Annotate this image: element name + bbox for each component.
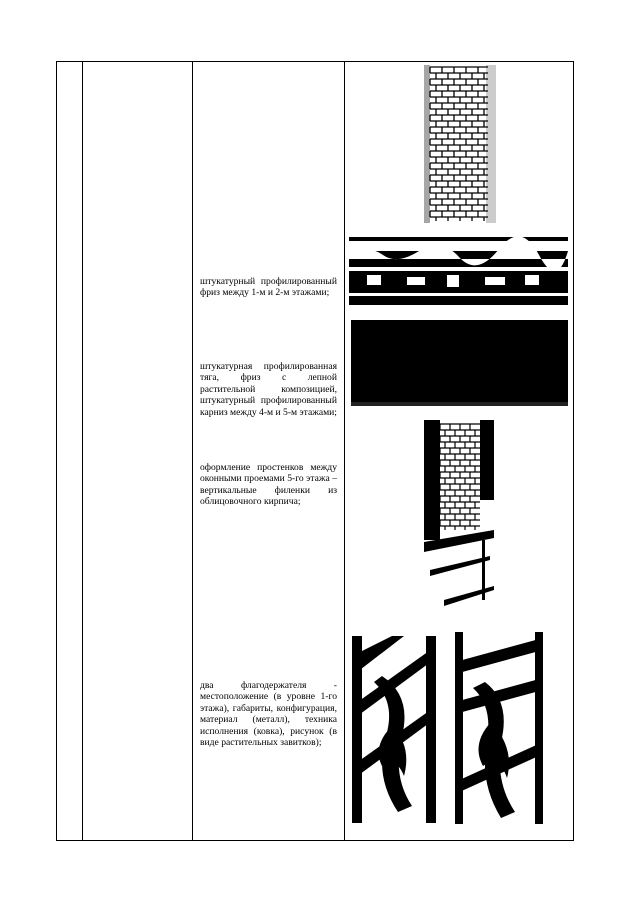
table-top-border <box>56 61 574 62</box>
description-flagholders: два флагодержателя - местоположение (в уровне 1-го этажа), габариты, конфигурация, материал (металл), техника исполнения (ковка), рисунок (в виде растительных завитков); <box>200 680 337 749</box>
table-col-border-3 <box>344 61 345 840</box>
cornice-photo <box>351 318 568 406</box>
forged-flagholder-photo-left <box>352 636 436 823</box>
description-brick-panels: оформление простенков между оконными проемами 5-го этажа – вертикальные филенки из облицовочного кирпича; <box>200 462 337 508</box>
table-col-border-4 <box>573 61 574 840</box>
description-cornice: штукатурная профилированная тяга, фриз с лепной растительной композицией, штукатурный профилированный карниз между 4-м и 5-м этажами; <box>200 361 337 418</box>
table-col-border-2 <box>192 61 193 840</box>
stucco-frieze-photo <box>349 237 568 305</box>
forged-flagholder-photo-right <box>455 632 543 824</box>
table-col-border-1 <box>82 61 83 840</box>
brick-wall-photo <box>424 65 496 223</box>
brick-panel-photo <box>424 420 494 612</box>
table-col-border-0 <box>56 61 57 840</box>
table-bottom-border <box>56 840 574 841</box>
description-frieze: штукатурный профилированный фриз между 1-м и 2-м этажами; <box>200 276 337 299</box>
